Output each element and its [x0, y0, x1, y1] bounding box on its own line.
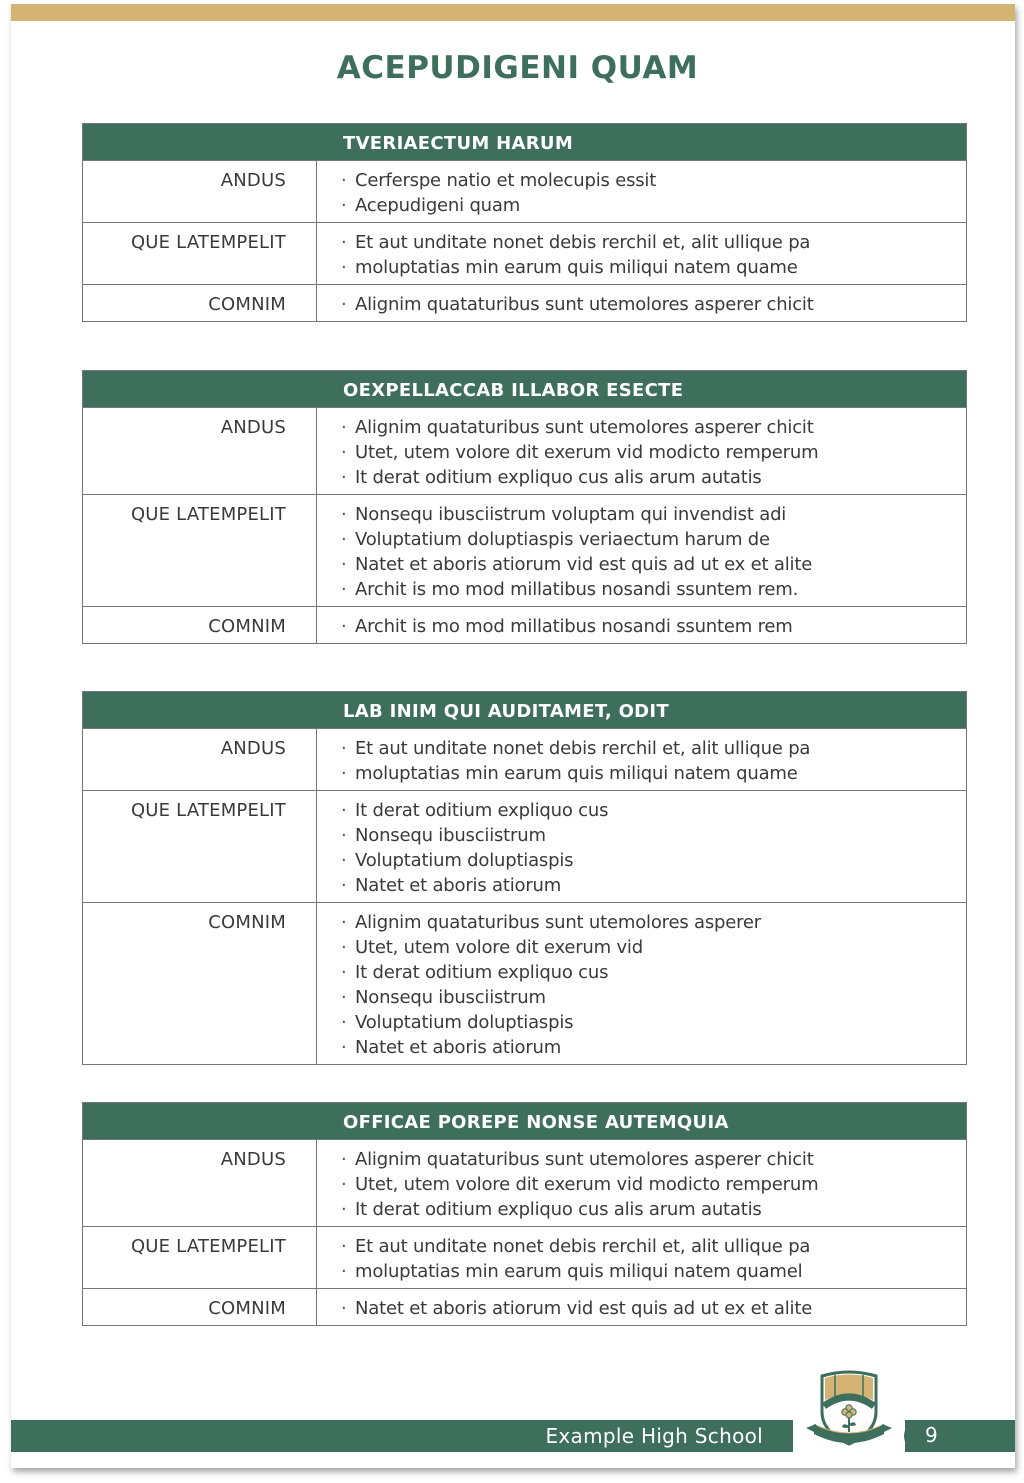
list-item-text: Cerferspe natio et molecupis essit	[355, 170, 657, 191]
list-item	[341, 440, 966, 465]
list-item-text: Natet et aboris atiorum	[355, 875, 562, 896]
bullet-icon: ·	[341, 195, 347, 216]
list-item-text: Alignim quataturibus sunt utemolores asperer chicit	[355, 1149, 814, 1170]
bullet-icon: ·	[341, 937, 347, 958]
table-row	[83, 408, 966, 494]
list-item	[341, 552, 966, 577]
table-row	[83, 1288, 966, 1325]
table-header: OFFICAE POREPE NONSE AUTEMQUIA	[83, 1103, 966, 1140]
bullet-icon: ·	[341, 1012, 347, 1033]
bullet-icon: ·	[341, 738, 347, 759]
list-item-text: moluptatias min earum quis miliqui natem quamel	[355, 1261, 803, 1282]
bullet-icon: ·	[341, 1298, 347, 1319]
info-table-1	[82, 123, 967, 322]
list-item-text: Voluptatium doluptiaspis	[355, 850, 574, 871]
table-row	[83, 902, 966, 1064]
table-row	[83, 222, 966, 284]
list-item-text: Acepudigeni quam	[355, 195, 521, 216]
row-label: ANDUS	[83, 161, 317, 222]
bullet-icon: ·	[341, 1174, 347, 1195]
bullet-list	[317, 1227, 966, 1288]
list-item-text: Nonsequ ibusciistrum	[355, 987, 546, 1008]
row-label: QUE LATEMPELIT	[83, 223, 317, 284]
table-header: LAB INIM QUI AUDITAMET, ODIT	[83, 692, 966, 729]
list-item-text: Voluptatium doluptiaspis veriaectum harum de	[355, 529, 770, 550]
list-item	[341, 577, 966, 602]
page-number: 9	[904, 1420, 1015, 1452]
row-label: ANDUS	[83, 729, 317, 790]
row-label: QUE LATEMPELIT	[83, 1227, 317, 1288]
table-body	[83, 161, 966, 321]
bullet-icon: ·	[341, 1199, 347, 1220]
list-item	[341, 798, 966, 823]
bullet-icon: ·	[341, 442, 347, 463]
bullet-icon: ·	[341, 294, 347, 315]
bullet-icon: ·	[341, 800, 347, 821]
list-item	[341, 230, 966, 255]
bullet-icon: ·	[341, 504, 347, 525]
bullet-icon: ·	[341, 170, 347, 191]
list-item-text: Nonsequ ibusciistrum	[355, 825, 546, 846]
row-label: ANDUS	[83, 408, 317, 494]
list-item-text: Utet, utem volore dit exerum vid	[355, 937, 643, 958]
list-item	[341, 1147, 966, 1172]
list-item-text: Utet, utem volore dit exerum vid modicto remperum	[355, 442, 819, 463]
table-row	[83, 1226, 966, 1288]
bullet-icon: ·	[341, 417, 347, 438]
bullet-icon: ·	[341, 875, 347, 896]
list-item	[341, 193, 966, 218]
school-crest-icon	[804, 1366, 894, 1450]
list-item	[341, 935, 966, 960]
bullet-icon: ·	[341, 616, 347, 637]
list-item-text: Natet et aboris atiorum vid est quis ad ut ex et alite	[355, 1298, 813, 1319]
bullet-icon: ·	[341, 825, 347, 846]
list-item-text: Alignim quataturibus sunt utemolores asperer	[355, 912, 761, 933]
info-table-2	[82, 370, 967, 644]
bullet-icon: ·	[341, 467, 347, 488]
list-item-text: It derat oditium expliquo cus	[355, 962, 609, 983]
bullet-list	[317, 607, 966, 643]
bullet-icon: ·	[341, 554, 347, 575]
list-item	[341, 415, 966, 440]
list-item-text: Nonsequ ibusciistrum voluptam qui invendist adi	[355, 504, 787, 525]
list-item-text: Alignim quataturibus sunt utemolores asperer chicit	[355, 294, 814, 315]
info-table-4	[82, 1102, 967, 1326]
list-item-text: Archit is mo mod millatibus nosandi ssuntem rem.	[355, 579, 799, 600]
bullet-icon: ·	[341, 257, 347, 278]
bullet-list	[317, 285, 966, 321]
list-item	[341, 1197, 966, 1222]
row-label: COMNIM	[83, 1289, 317, 1325]
list-item	[341, 873, 966, 898]
list-item	[341, 168, 966, 193]
list-item-text: It derat oditium expliquo cus alis arum autatis	[355, 1199, 762, 1220]
list-item-text: moluptatias min earum quis miliqui natem quame	[355, 257, 798, 278]
list-item	[341, 527, 966, 552]
table-header: OEXPELLACCAB ILLABOR ESECTE	[83, 371, 966, 408]
bullet-icon: ·	[341, 579, 347, 600]
list-item-text: Et aut unditate nonet debis rerchil et, alit ullique pa	[355, 1236, 811, 1257]
bullet-list	[317, 1289, 966, 1325]
bullet-icon: ·	[341, 1037, 347, 1058]
page-title: ACEPUDIGENI QUAM	[336, 50, 699, 86]
table-row	[83, 729, 966, 790]
list-item	[341, 960, 966, 985]
list-item-text: Natet et aboris atiorum vid est quis ad ut ex et alite	[355, 554, 813, 575]
list-item	[341, 614, 966, 639]
list-item-text: Natet et aboris atiorum	[355, 1037, 562, 1058]
list-item	[341, 502, 966, 527]
table-row	[83, 161, 966, 222]
list-item	[341, 761, 966, 786]
row-label: COMNIM	[83, 607, 317, 643]
table-header: TVERIAECTUM HARUM	[83, 124, 966, 161]
bullet-list	[317, 223, 966, 284]
table-row	[83, 1140, 966, 1226]
list-item	[341, 1010, 966, 1035]
list-item	[341, 255, 966, 280]
bullet-icon: ·	[341, 987, 347, 1008]
table-row	[83, 284, 966, 321]
footer-school-name: Example High School	[500, 1420, 793, 1452]
bullet-list	[317, 1140, 966, 1226]
list-item	[341, 736, 966, 761]
list-item	[341, 1172, 966, 1197]
bullet-icon: ·	[341, 1236, 347, 1257]
table-body	[83, 408, 966, 643]
list-item	[341, 1234, 966, 1259]
bullet-icon: ·	[341, 850, 347, 871]
bullet-list	[317, 791, 966, 902]
list-item-text: Et aut unditate nonet debis rerchil et, alit ullique pa	[355, 232, 811, 253]
bullet-list	[317, 903, 966, 1064]
bullet-list	[317, 161, 966, 222]
info-table-3	[82, 691, 967, 1065]
list-item-text: Voluptatium doluptiaspis	[355, 1012, 574, 1033]
list-item	[341, 823, 966, 848]
row-label: QUE LATEMPELIT	[83, 495, 317, 606]
table-row	[83, 790, 966, 902]
list-item	[341, 292, 966, 317]
table-row	[83, 494, 966, 606]
list-item-text: Archit is mo mod millatibus nosandi ssuntem rem	[355, 616, 793, 637]
list-item-text: Et aut unditate nonet debis rerchil et, alit ullique pa	[355, 738, 811, 759]
table-body	[83, 729, 966, 1064]
bullet-icon: ·	[341, 529, 347, 550]
row-label: COMNIM	[83, 903, 317, 1064]
list-item-text: Utet, utem volore dit exerum vid modicto remperum	[355, 1174, 819, 1195]
bullet-list	[317, 495, 966, 606]
row-label: QUE LATEMPELIT	[83, 791, 317, 902]
bullet-icon: ·	[341, 1149, 347, 1170]
bullet-list	[317, 408, 966, 494]
list-item	[341, 1259, 966, 1284]
list-item	[341, 848, 966, 873]
list-item-text: It derat oditium expliquo cus alis arum autatis	[355, 467, 762, 488]
top-accent-band	[11, 4, 1015, 21]
list-item	[341, 985, 966, 1010]
row-label: ANDUS	[83, 1140, 317, 1226]
bullet-icon: ·	[341, 763, 347, 784]
bullet-list	[317, 729, 966, 790]
list-item	[341, 1035, 966, 1060]
list-item	[341, 910, 966, 935]
table-row	[83, 606, 966, 643]
list-item	[341, 465, 966, 490]
list-item-text: Alignim quataturibus sunt utemolores asperer chicit	[355, 417, 814, 438]
bullet-icon: ·	[341, 1261, 347, 1282]
row-label: COMNIM	[83, 285, 317, 321]
bullet-icon: ·	[341, 912, 347, 933]
bullet-icon: ·	[341, 232, 347, 253]
bullet-icon: ·	[341, 962, 347, 983]
list-item-text: It derat oditium expliquo cus	[355, 800, 609, 821]
list-item	[341, 1296, 966, 1321]
table-body	[83, 1140, 966, 1325]
list-item-text: moluptatias min earum quis miliqui natem quame	[355, 763, 798, 784]
